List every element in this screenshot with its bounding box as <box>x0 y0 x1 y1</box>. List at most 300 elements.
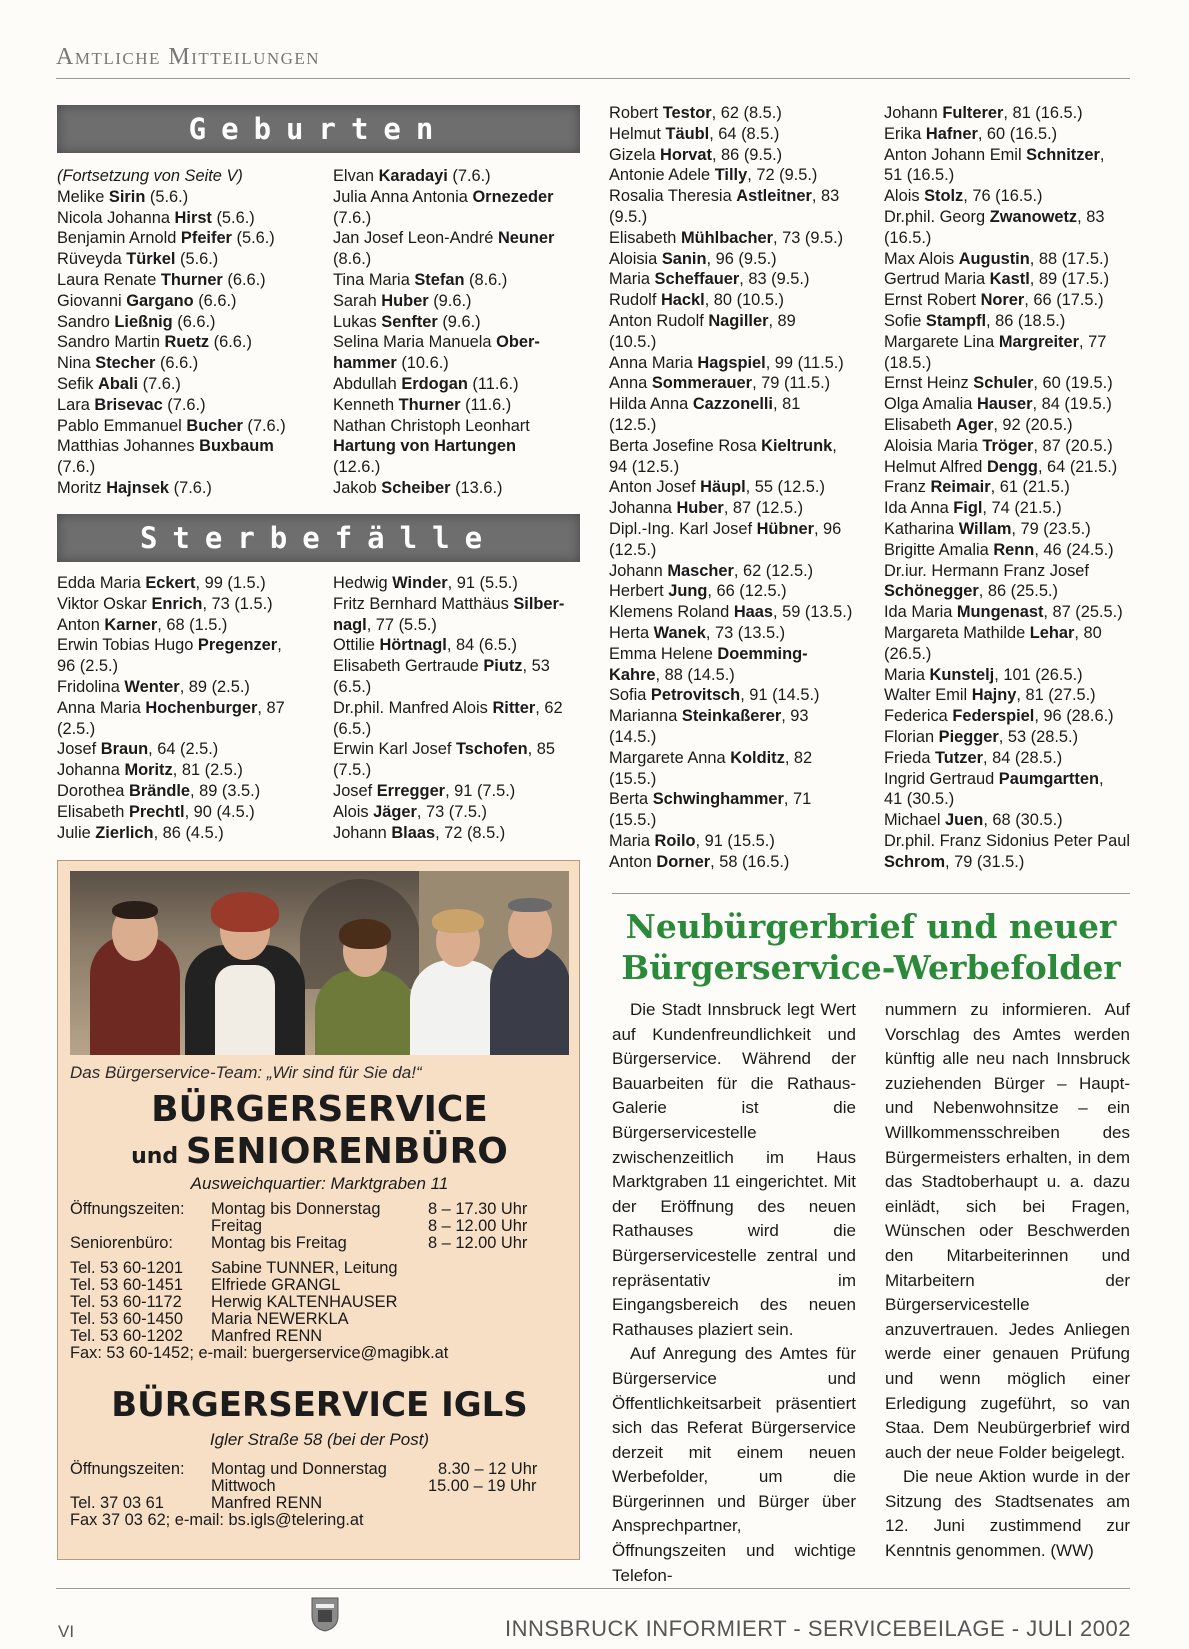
entry-surname: Juen <box>945 811 984 830</box>
entry-detail: , 83 <box>1077 207 1105 226</box>
list-item <box>57 208 307 229</box>
igls-title: BÜRGERSERVICE IGLS <box>111 1385 528 1425</box>
list-item <box>884 332 1130 353</box>
entry-surname: Hübner <box>756 519 814 538</box>
entry-surname: Federspiel <box>952 707 1035 726</box>
entry-surname: Kunstelj <box>929 665 995 684</box>
entry-detail: , 91 (5.5.) <box>447 574 518 592</box>
entry-detail: (9.6.) <box>428 291 472 310</box>
entry-surname: Abali <box>98 374 139 393</box>
entry-detail: (7.6.) <box>242 416 286 435</box>
entry-surname: Scheffauer <box>654 270 740 289</box>
entry-detail: , 91 (15.5.) <box>695 831 775 850</box>
seniorenbuero-title-prefix: und <box>131 1144 186 1169</box>
entry-detail: , 58 (16.5.) <box>710 852 790 871</box>
entry-detail: , 60 (19.5.) <box>1033 374 1113 393</box>
entry-detail: , 60 (16.5.) <box>977 124 1058 143</box>
running-footer: INNSBRUCK INFORMIERT - SERVICEBEILAGE - JULI 2002 <box>505 1616 1131 1641</box>
entry-surname: Stampfl <box>925 311 987 330</box>
list-item <box>609 852 857 873</box>
list-item <box>57 353 307 374</box>
entry-surname: Täubl <box>665 124 710 143</box>
entry-detail: , <box>1098 769 1104 788</box>
entry-surname: Tschofen <box>455 740 528 759</box>
entry-surname: Mascher <box>667 561 734 580</box>
entry-surname: Karadayi <box>378 167 448 185</box>
entry-text: Benjamin Arnold <box>57 229 181 248</box>
entry-text: Melike <box>57 187 109 206</box>
entry-surname: Sommerauer <box>651 374 753 393</box>
list-item <box>57 374 307 395</box>
list-item <box>609 145 857 166</box>
entry-text: Johanna <box>609 499 677 518</box>
entry-text: Rosalia Theresia <box>609 187 737 206</box>
entry-text: (26.5.) <box>884 644 932 663</box>
entry-surname: Schuler <box>973 374 1034 393</box>
entry-surname: Kastl <box>989 270 1030 289</box>
list-item <box>57 187 307 208</box>
hours-time-1: 8 – 17.30 Uhr <box>428 1200 528 1218</box>
entry-surname: Wenter <box>124 677 180 696</box>
entry-text: Dr.phil. Manfred Alois <box>333 698 493 717</box>
entry-detail: (6.6.) <box>172 312 216 331</box>
entry-text: Viktor Oskar <box>57 594 152 613</box>
entry-detail: , 101 (26.5.) <box>994 665 1083 684</box>
entry-text: Klemens Roland <box>609 603 734 622</box>
entry-text: Julie <box>57 823 96 842</box>
entry-surname: Margreiter <box>998 332 1079 351</box>
list-item <box>884 228 1130 249</box>
entry-surname: Hartung von Hartungen <box>333 437 517 456</box>
entry-surname: Hörtnagl <box>379 636 447 655</box>
entry-surname: Jung <box>668 582 708 601</box>
entry-text: Dr.phil. Franz Sidonius Peter Paul <box>884 831 1130 850</box>
contact-name: Maria NEWERKLA <box>211 1310 349 1328</box>
list-item <box>884 103 1130 124</box>
entry-text: Johann <box>884 104 943 122</box>
entry-text: Anton Johann Emil <box>884 145 1027 164</box>
entry-text: Jakob <box>333 478 382 497</box>
entry-text: Johanna <box>57 761 125 780</box>
entry-surname: Piutz <box>483 657 523 676</box>
list-item <box>609 269 857 290</box>
list-item <box>57 739 307 760</box>
entry-surname: Tilly <box>714 166 748 185</box>
list-item <box>57 228 307 249</box>
list-item <box>333 270 580 291</box>
entry-text: (15.5.) <box>609 811 657 830</box>
entry-detail: , 93 <box>781 707 809 726</box>
entry-surname: Thurner <box>160 270 223 289</box>
list-item <box>57 615 307 636</box>
list-item <box>333 291 580 312</box>
entry-detail: , 87 (25.5.) <box>1043 603 1123 622</box>
entry-detail: (5.6.) <box>175 250 219 269</box>
entry-detail: , 74 (21.5.) <box>982 499 1062 518</box>
running-head: Amtliche Mitteilungen <box>56 44 321 70</box>
contact-tel: Tel. 53 60-1451 <box>70 1276 183 1294</box>
entry-detail: , 86 (9.5.) <box>711 145 783 164</box>
entry-text: Sarah <box>333 291 382 310</box>
entry-surname: Häupl <box>700 478 746 497</box>
article-column-1 <box>612 998 856 1588</box>
contact-name: Manfred RENN <box>211 1327 323 1345</box>
igls-name: Manfred RENN <box>211 1494 323 1512</box>
entry-text: Elisabeth <box>609 228 681 247</box>
entry-text: Fritz Bernhard Matthäus <box>333 594 514 613</box>
list-item <box>57 478 307 499</box>
list-item <box>609 228 857 249</box>
entry-surname: Erdogan <box>401 374 468 393</box>
entry-text: Margareta Mathilde <box>884 623 1030 642</box>
list-item <box>884 706 1130 727</box>
list-item <box>333 374 580 395</box>
list-item <box>333 802 580 823</box>
list-item <box>609 436 857 457</box>
seniorenbuero-title-main: SENIORENBÜRO <box>185 1131 508 1172</box>
entry-detail: , 86 (4.5.) <box>153 823 224 842</box>
entry-surname: Erregger <box>376 781 446 800</box>
entry-text: Helmut Alfred <box>884 457 987 476</box>
entry-detail: , 99 (1.5.) <box>195 574 266 592</box>
entry-detail: , 92 (20.5.) <box>993 415 1073 434</box>
entry-text: Federica <box>884 707 953 726</box>
entry-text: 51 (16.5.) <box>884 166 955 185</box>
entry-surname: Willam <box>958 519 1012 538</box>
entry-text: Erwin Karl Josef <box>333 740 456 759</box>
entry-surname: Ruetz <box>164 333 210 352</box>
entry-text: Berta Josefine Rosa <box>609 436 762 455</box>
contact-name: Herwig KALTENHAUSER <box>211 1293 398 1311</box>
list-item <box>57 270 307 291</box>
entry-text: (Fortsetzung von Seite V) <box>57 167 243 185</box>
list-item <box>609 602 857 623</box>
entry-surname: Lehar <box>1029 623 1075 642</box>
entry-text: (6.5.) <box>333 719 372 738</box>
list-item <box>333 698 580 719</box>
entry-detail: (6.6.) <box>155 354 199 373</box>
entry-surname: Dorner <box>656 852 711 871</box>
entry-text: Fridolina <box>57 677 125 696</box>
list-item <box>609 623 857 644</box>
list-item <box>609 810 857 831</box>
list-item <box>333 635 580 656</box>
list-item <box>57 291 307 312</box>
entry-detail: (10.6.) <box>396 354 449 373</box>
entry-detail: , 77 <box>1078 332 1107 351</box>
entry-detail: , 71 <box>783 790 812 809</box>
entry-detail: , <box>1099 145 1105 164</box>
list-item <box>609 769 857 790</box>
entry-surname: Pfeifer <box>180 229 232 248</box>
entry-text: Kenneth <box>333 395 399 414</box>
entry-detail: , 53 <box>522 657 550 676</box>
list-item <box>609 186 857 207</box>
entry-surname: Norer <box>980 291 1025 310</box>
entry-text: Alois <box>884 187 925 206</box>
entry-detail: , 87 (12.5.) <box>723 499 804 518</box>
entry-detail: , 76 (16.5.) <box>963 187 1043 206</box>
list-item <box>609 311 857 332</box>
list-item <box>57 594 307 615</box>
list-item <box>884 436 1130 457</box>
entry-text: Jan Josef Leon-André <box>333 229 498 248</box>
entry-surname: Neuner <box>497 229 555 248</box>
seniorenbuero-title <box>58 1131 581 1172</box>
entry-text: Pablo Emmanuel <box>57 416 187 435</box>
list-item <box>609 581 857 602</box>
entry-text: Maria <box>884 665 930 684</box>
entry-detail: , 80 (10.5.) <box>704 291 784 310</box>
list-item <box>884 602 1130 623</box>
entry-surname: Sirin <box>108 187 146 206</box>
entry-surname: Kolditz <box>730 748 785 767</box>
list-item <box>57 781 307 802</box>
entry-text: Johann <box>609 561 668 580</box>
entry-surname: Schönegger <box>884 582 979 601</box>
entry-detail: , 88 (14.5.) <box>655 665 735 684</box>
entry-detail: , 83 (9.5.) <box>739 270 810 289</box>
entry-surname: Reimair <box>930 478 991 497</box>
entry-surname: Senfter <box>381 312 438 331</box>
list-item <box>884 477 1130 498</box>
entry-text: Gertrud Maria <box>884 270 990 289</box>
entry-text: Aloisia <box>609 249 662 268</box>
list-item <box>609 831 857 852</box>
entry-detail: , 86 (18.5.) <box>986 311 1066 330</box>
hours-label: Öffnungszeiten: <box>70 1200 185 1218</box>
entry-text: 94 (12.5.) <box>609 457 680 476</box>
entry-detail: , 81 (2.5.) <box>172 761 243 780</box>
list-item <box>333 719 580 740</box>
article-rule <box>612 893 1130 894</box>
senior-label: Seniorenbüro: <box>70 1234 173 1252</box>
entry-text: Ernst Robert <box>884 291 981 310</box>
entry-text: Johann <box>333 823 392 842</box>
entry-surname: Hagspiel <box>697 353 766 372</box>
entry-surname: Türkel <box>126 250 176 269</box>
entry-text: Abdullah <box>333 374 402 393</box>
entry-surname: Enrich <box>151 594 203 613</box>
entry-detail: , 91 (7.5.) <box>445 781 516 800</box>
contact-tel: Tel. 53 60-1202 <box>70 1327 183 1345</box>
entry-text: Helmut <box>609 124 666 143</box>
entry-text: Dorothea <box>57 781 129 800</box>
entry-text: Dr.phil. Georg <box>884 207 990 226</box>
entry-text: Nathan Christoph Leonhart <box>333 416 530 435</box>
list-item <box>333 739 580 760</box>
entry-text: Aloisia Maria <box>884 436 983 455</box>
entry-text: Marianna <box>609 707 682 726</box>
entry-detail: , 64 (8.5.) <box>709 124 780 143</box>
entry-text: Antonie Adele <box>609 166 715 185</box>
contact-name: Elfriede GRANGL <box>211 1276 341 1294</box>
entry-text: Walter Emil <box>884 686 972 705</box>
entry-surname: Winder <box>392 574 448 592</box>
entry-surname: Kieltrunk <box>761 436 833 455</box>
entry-surname: Blaas <box>391 823 436 842</box>
entry-detail: , 81 (16.5.) <box>1003 104 1083 122</box>
entry-detail: , 72 (9.5.) <box>747 166 818 185</box>
list-item <box>884 727 1130 748</box>
hours-time-2: 8 – 12.00 Uhr <box>428 1217 528 1235</box>
list-item <box>57 823 307 844</box>
entry-text: Sofia <box>609 686 651 705</box>
entry-text: (16.5.) <box>884 228 932 247</box>
list-item <box>884 769 1130 790</box>
entry-surname: Huber <box>676 499 724 518</box>
list-item <box>333 478 580 499</box>
entry-text: 96 (2.5.) <box>57 657 119 676</box>
entry-surname: Ritter <box>492 698 536 717</box>
entry-detail: (9.6.) <box>437 312 481 331</box>
contact-tel: Tel. 53 60-1201 <box>70 1259 183 1277</box>
list-item <box>57 332 307 353</box>
entry-detail: , 99 (11.5.) <box>765 353 844 372</box>
entry-text: Laura Renate <box>57 270 161 289</box>
entry-detail: , 64 (2.5.) <box>148 740 219 759</box>
list-item <box>884 207 1130 228</box>
hours-day-1: Montag bis Donnerstag <box>211 1200 381 1218</box>
list-item <box>609 165 857 186</box>
entry-text: (18.5.) <box>884 353 932 372</box>
entry-detail: , 61 (21.5.) <box>990 478 1070 497</box>
list-item <box>57 416 307 437</box>
list-item <box>609 332 857 353</box>
list-item <box>884 311 1130 332</box>
entry-surname: Roilo <box>654 831 696 850</box>
entry-text: Hedwig <box>333 574 393 592</box>
entry-surname: Stolz <box>924 187 964 206</box>
list-item <box>884 852 1130 873</box>
igls-fax-email: Fax 37 03 62; e-mail: bs.igls@telering.at <box>70 1511 364 1529</box>
entry-detail: , 73 (13.5.) <box>705 623 786 642</box>
entry-detail: (13.6.) <box>450 478 503 497</box>
hours-day-2: Freitag <box>211 1217 263 1235</box>
entry-detail: (5.6.) <box>231 229 275 248</box>
igls-time-2: 15.00 – 19 Uhr <box>428 1477 537 1495</box>
entry-detail: , 66 (17.5.) <box>1024 291 1104 310</box>
entry-surname: Schnitzer <box>1026 145 1100 164</box>
contact-tel: Tel. 53 60-1172 <box>70 1293 182 1311</box>
list-item <box>333 208 580 229</box>
entry-text: Erwin Tobias Hugo <box>57 636 198 655</box>
list-item <box>57 573 307 594</box>
article-title-line-2: Bürgerservice-Werbefolder <box>621 948 1121 987</box>
entry-surname: Gargano <box>126 291 194 310</box>
entry-text: Katharina <box>884 519 959 538</box>
entry-detail: , 73 (1.5.) <box>202 594 273 613</box>
igls-day-1: Montag und Donnerstag <box>211 1460 387 1478</box>
entry-detail: (6.6.) <box>193 291 237 310</box>
list-item <box>333 332 580 353</box>
entry-detail: (7.6.) <box>138 374 181 393</box>
list-item <box>609 540 857 561</box>
entry-text: Anna Maria <box>57 698 146 717</box>
entry-text: (12.6.) <box>333 458 381 477</box>
entry-detail: , 73 (7.5.) <box>416 802 487 821</box>
list-item <box>333 312 580 333</box>
entry-text: Michael <box>884 811 946 830</box>
entry-surname: Petrovitsch <box>650 686 741 705</box>
list-item <box>609 561 857 582</box>
list-item <box>333 573 580 594</box>
list-item <box>609 519 857 540</box>
entry-text: Nina <box>57 354 96 373</box>
sterbefaelle-column-2 <box>333 573 580 843</box>
city-crest-icon <box>310 1596 340 1632</box>
list-item <box>333 594 580 615</box>
entry-detail: (5.6.) <box>145 187 189 206</box>
page-number: VI <box>58 1622 75 1641</box>
entry-surname: Ager <box>955 415 994 434</box>
list-item <box>609 207 857 228</box>
entry-surname: Brändle <box>128 781 191 800</box>
list-item <box>333 416 580 437</box>
entry-text: (12.5.) <box>609 540 657 559</box>
buergerservice-title: BÜRGERSERVICE <box>151 1089 488 1130</box>
entry-text: Anton Josef <box>609 478 701 497</box>
entry-surname: Braun <box>100 740 149 759</box>
entry-text: Anna <box>609 374 652 393</box>
entry-detail: , 96 <box>813 519 842 538</box>
entry-text: Tina Maria <box>333 270 415 289</box>
entry-text: Alois <box>333 802 374 821</box>
article-paragraph: Die Stadt Innsbruck legt Wert auf Kundenfreundlichkeit und Bürgerservice. Während der Bauarbeiten für die Rathaus-Galerie ist die Bürgerservicestelle zwischenzeitlich im Haus Marktgraben 11 eingerichtet. Mit der Eröffnung des neuen Rathauses wird die Bürgerservicestelle zentral und repräsentativ im Eingangsbereich des neuen Rathauses plaziert sein. <box>612 1000 856 1339</box>
entry-surname: hammer <box>333 354 397 373</box>
entry-detail: , 79 (31.5.) <box>945 852 1025 871</box>
list-item <box>333 187 580 208</box>
list-item <box>333 436 580 457</box>
entry-surname: Astleitner <box>736 187 812 206</box>
list-item <box>884 394 1130 415</box>
entry-text: Max Alois <box>884 249 959 268</box>
list-item <box>609 415 857 436</box>
senior-time: 8 – 12.00 Uhr <box>428 1234 528 1252</box>
list-item <box>333 760 580 781</box>
entry-detail: , 59 (13.5.) <box>773 603 853 622</box>
entry-surname: nagl <box>333 615 367 634</box>
list-item <box>884 457 1130 478</box>
entry-detail: , 73 (9.5.) <box>772 228 844 247</box>
list-item <box>609 748 857 769</box>
list-item <box>884 353 1130 374</box>
entry-text: Anton <box>57 615 105 634</box>
entry-text: Maria <box>609 270 655 289</box>
list-item <box>884 269 1130 290</box>
entry-detail: , 64 (21.5.) <box>1037 457 1118 476</box>
article-paragraph: nummern zu informieren. Auf Vorschlag des Amtes werden künftig alle neu nach Innsbruck zuziehenden Bürger – Haupt- und Nebenwohnsitze – ein Willkommensschreiben des Bürgermeisters erhalten, in dem das Stadtoberhaupt u. a. dazu einlädt, sich bei Fragen, Wünschen oder Beschwerden den Mitarbeiterinnen und Mitarbeitern der Bürgerservicestelle anzuvertrauen. Jedes Anliegen werde einer genauen Prüfung und wenn möglich einer Erledigung zugeführt, so van Staa. Dem Neubürgerbrief wird auch der neue Folder beigelegt. <box>885 1000 1130 1462</box>
entry-surname: Paumgartten <box>998 769 1099 788</box>
team-photo <box>70 871 569 1055</box>
entry-text: Josef <box>57 740 101 759</box>
entry-detail: , 62 (8.5.) <box>711 104 782 122</box>
entry-detail: , 89 (2.5.) <box>179 677 250 696</box>
entry-text: Anna Maria <box>609 353 698 372</box>
list-item <box>884 165 1130 186</box>
entry-surname: Haas <box>733 603 774 622</box>
list-item <box>333 228 580 249</box>
list-item <box>609 477 857 498</box>
entry-text: Sandro <box>57 312 115 331</box>
entry-text: Maria <box>609 831 655 850</box>
entry-text: Herbert <box>609 582 669 601</box>
entry-text: Emma Helene <box>609 644 718 663</box>
entry-surname: Figl <box>953 499 983 518</box>
entry-text: Lara <box>57 395 95 414</box>
entry-text: Margarete Anna <box>609 748 731 767</box>
entry-detail: , 84 (19.5.) <box>1032 395 1112 414</box>
